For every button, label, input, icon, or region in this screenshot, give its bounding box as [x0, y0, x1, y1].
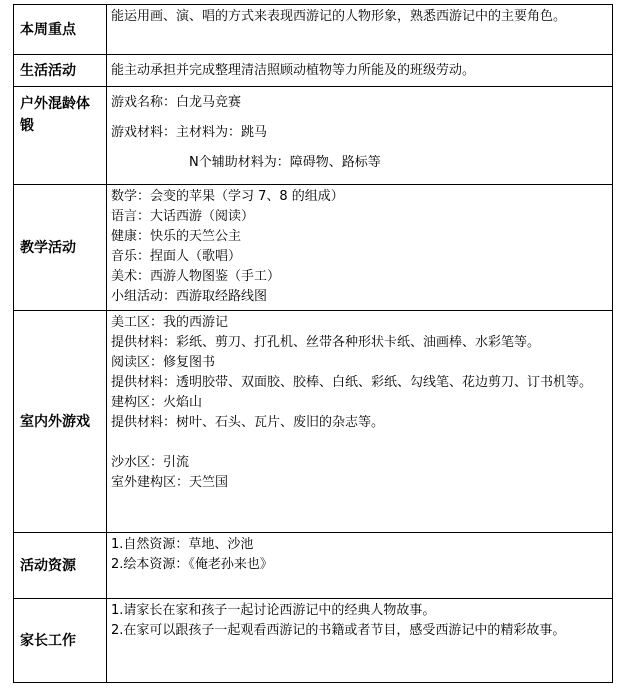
outdoor-material-main: 游戏材料：主材料为：跳马	[111, 125, 268, 140]
row-label-focus: 本周重点	[14, 5, 107, 55]
row-label-resources: 活动资源	[14, 533, 107, 599]
row-content-life: 能主动承担并完成整理清洁照顾动植物等力所能及的班级劳动。	[107, 55, 613, 87]
row-games	[14, 311, 613, 533]
row-content-teaching	[107, 185, 613, 311]
resources-item: 2.绘本资源：《俺老孙来也》	[111, 557, 273, 572]
parents-item: 1.请家长在家和孩子一起讨论西游记中的经典人物故事。	[111, 603, 436, 618]
row-label-teaching: 教学活动	[14, 185, 107, 311]
row-content-focus: 能运用画、演、唱的方式来表现西游记的人物形象，熟悉西游记中的主要角色。	[107, 5, 613, 55]
games-item: 建构区：火焰山	[111, 395, 203, 410]
teaching-item: 美术：西游人物图鉴（手工）	[111, 269, 281, 284]
weekly-plan-table	[13, 4, 613, 683]
row-resources	[14, 533, 613, 599]
row-label-outdoor: 户外混龄体锻	[14, 87, 107, 185]
row-parents	[14, 599, 613, 683]
row-content-resources	[107, 533, 613, 599]
teaching-item: 健康：快乐的天竺公主	[111, 229, 242, 244]
row-teaching	[14, 185, 613, 311]
games-item: 提供材料：彩纸、剪刀、打孔机、丝带各种形状卡纸、油画棒、水彩笔等。	[111, 335, 541, 350]
teaching-item: 小组活动：西游取经路线图	[111, 289, 268, 304]
row-life	[14, 55, 613, 87]
games-item: 室外建构区：天竺国	[111, 475, 229, 490]
games-item: 阅读区：修复图书	[111, 355, 216, 370]
row-content-games	[107, 311, 613, 533]
row-outdoor	[14, 87, 613, 185]
outdoor-material-aux: N个辅助材料为：障碍物、路标等	[189, 155, 381, 170]
row-content-outdoor	[107, 87, 613, 185]
row-label-parents: 家长工作	[14, 599, 107, 683]
teaching-item: 语言：大话西游（阅读）	[111, 209, 255, 224]
parents-item: 2.在家可以跟孩子一起观看西游记的书籍或者节目，感受西游记中的精彩故事。	[111, 623, 566, 638]
games-item: 沙水区：引流	[111, 455, 190, 470]
row-content-parents	[107, 599, 613, 683]
teaching-item: 音乐：捏面人（歌唱）	[111, 249, 242, 264]
row-label-games: 室内外游戏	[14, 311, 107, 533]
outdoor-game-name: 游戏名称：白龙马竞赛	[111, 95, 242, 110]
games-item: 美工区：我的西游记	[111, 315, 229, 330]
row-focus	[14, 5, 613, 55]
games-item: 提供材料：树叶、石头、瓦片、废旧的杂志等。	[111, 415, 385, 430]
row-label-life: 生活活动	[14, 55, 107, 87]
teaching-item: 数学：会变的苹果（学习 7、8 的组成）	[111, 189, 344, 204]
resources-item: 1.自然资源：草地、沙池	[111, 537, 254, 552]
games-item: 提供材料：透明胶带、双面胶、胶棒、白纸、彩纸、勾线笔、花边剪刀、订书机等。	[111, 375, 593, 390]
